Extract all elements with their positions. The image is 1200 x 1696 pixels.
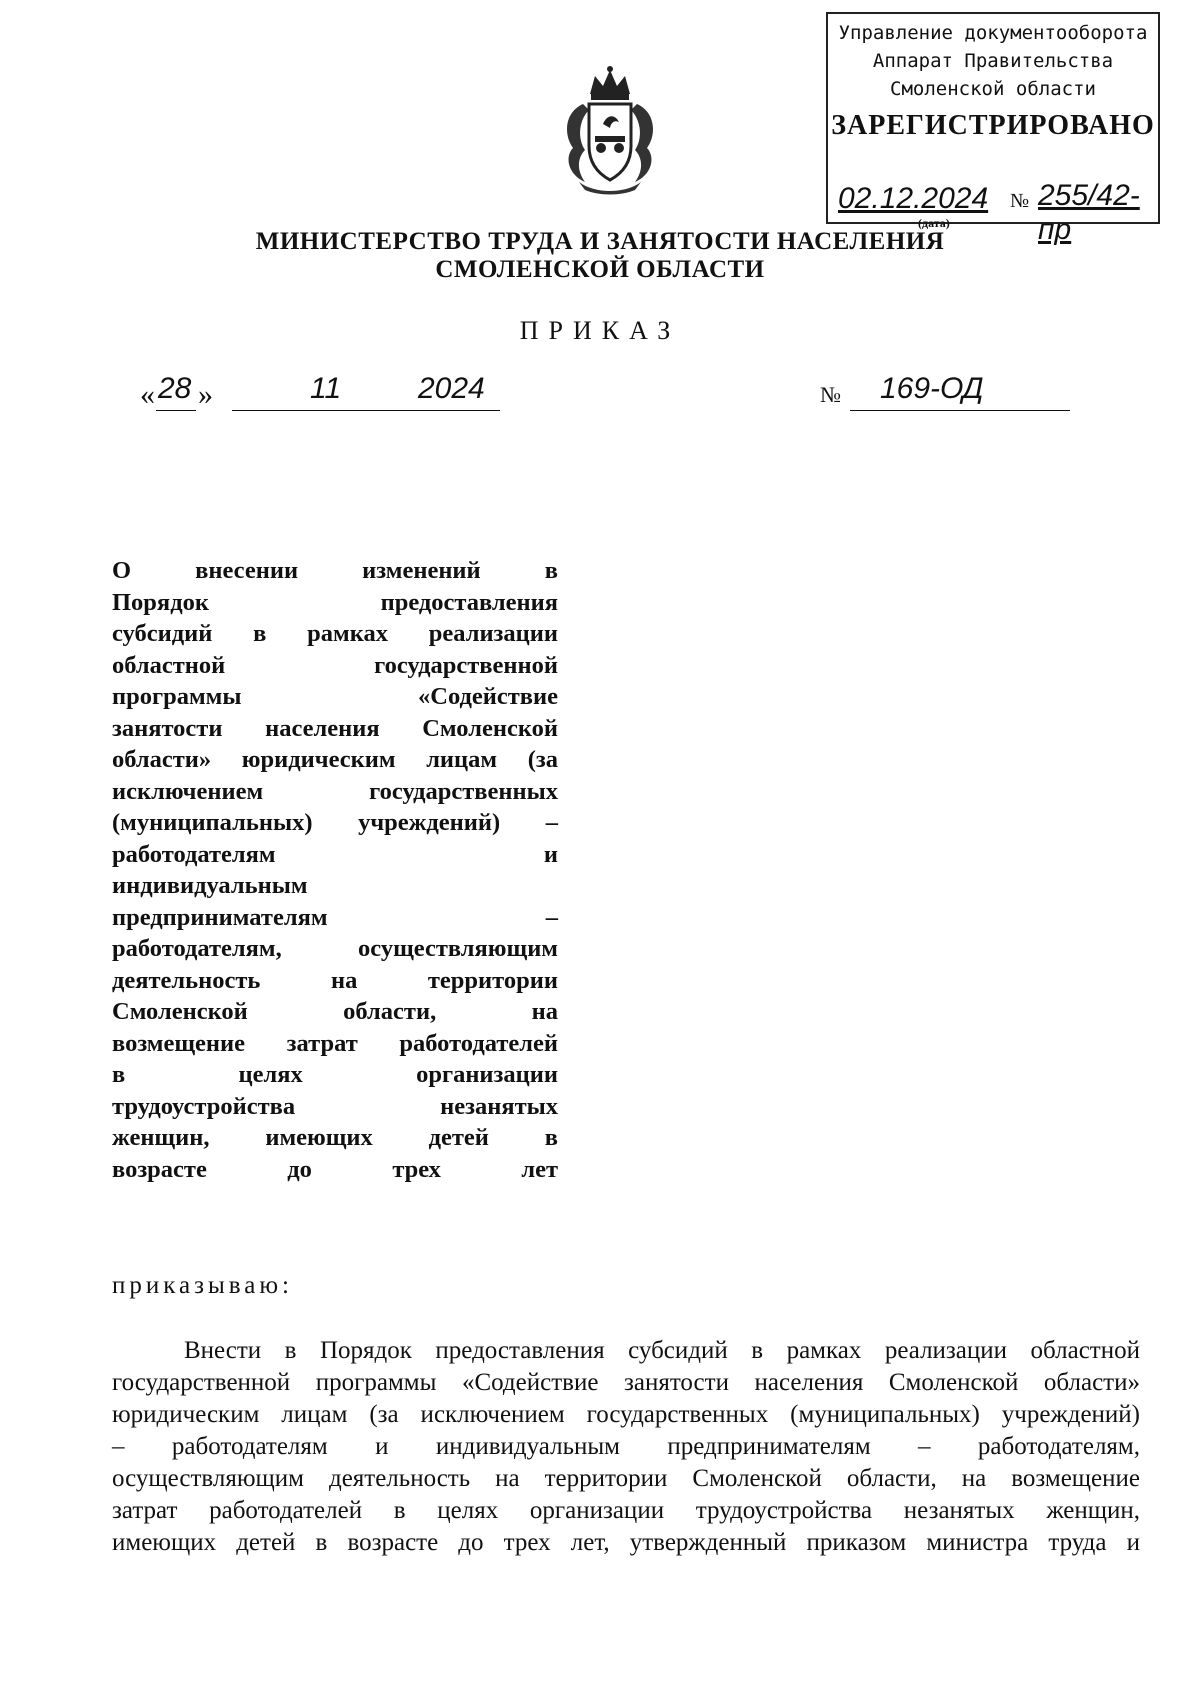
order-number-sign: № bbox=[820, 382, 841, 407]
ministry-name-line-1: МИНИСТЕРСТВО ТРУДА И ЗАНЯТОСТИ НАСЕЛЕНИЯ bbox=[255, 228, 945, 255]
number-underline bbox=[850, 410, 1070, 411]
stamp-org-line-2: Аппарат Правительства bbox=[872, 50, 1114, 72]
order-directive-word: приказываю: bbox=[112, 1272, 293, 1299]
day-underline bbox=[156, 410, 196, 411]
subject-line: индивидуальным bbox=[112, 872, 308, 899]
subject-line: исключением государственных bbox=[112, 777, 558, 805]
subject-line: области» юридическим лицам (за bbox=[112, 746, 558, 773]
subject-line: Смоленской области, на bbox=[112, 998, 558, 1025]
subject-line: О внесении изменений в bbox=[112, 557, 558, 584]
order-date bbox=[140, 372, 500, 412]
subject-line: в целях организации bbox=[112, 1061, 558, 1088]
stamp-number: 255/42-пр bbox=[1038, 179, 1140, 246]
stamp-number-sign: № bbox=[1010, 190, 1030, 212]
subject-line: возрасте до трех лет bbox=[112, 1155, 558, 1183]
stamp-date-caption: (дата) bbox=[918, 216, 950, 230]
stamp-date: 02.12.2024 bbox=[838, 182, 989, 215]
subject-line: трудоустройства незанятых bbox=[112, 1092, 558, 1120]
coat-of-arms-icon bbox=[555, 64, 665, 196]
order-month: 11 bbox=[310, 372, 342, 405]
ministry-name-line-2: СМОЛЕНСКОЙ ОБЛАСТИ bbox=[435, 256, 765, 283]
subject-line: предпринимателям – bbox=[112, 903, 558, 931]
subject-line: работодателям и bbox=[112, 840, 558, 868]
order-number bbox=[820, 372, 1080, 412]
subject-line: программы «Содействие bbox=[112, 683, 558, 710]
month-year-underline bbox=[232, 410, 500, 411]
subject-line: деятельность на территории bbox=[112, 966, 558, 994]
stamp-org-line-3: Смоленской области bbox=[890, 78, 1096, 100]
subject-line: женщин, имеющих детей в bbox=[112, 1124, 558, 1151]
subject-line: работодателям, осуществляющим bbox=[112, 935, 558, 962]
subject-line: занятости населения Смоленской bbox=[112, 714, 558, 742]
body-line: Внести в Порядок предоставления субсидий в рамках реализации областной bbox=[184, 1337, 1140, 1364]
stamp-status: ЗАРЕГИСТРИРОВАНО bbox=[831, 110, 1155, 141]
registration-stamp bbox=[826, 12, 1160, 246]
subject-line: областной государственной bbox=[112, 651, 558, 679]
body-line: юридическим лицам (за исключением государственных (муниципальных) учреждений) bbox=[112, 1401, 1140, 1428]
body-line: – работодателям и индивидуальным предпринимателям – работодателям, bbox=[112, 1433, 1140, 1460]
body-line: осуществляющим деятельность на территории Смоленской области, на возмещение bbox=[112, 1465, 1140, 1492]
stamp-org-line-1: Управление документооборота bbox=[838, 22, 1148, 44]
order-day: 28 bbox=[158, 372, 192, 405]
order-subject bbox=[112, 555, 558, 1185]
order-year: 2024 bbox=[418, 372, 485, 405]
subject-line: возмещение затрат работодателей bbox=[112, 1029, 558, 1057]
date-close-quote: » bbox=[198, 378, 213, 411]
subject-line: субсидий в рамках реализации bbox=[112, 620, 558, 647]
date-open-quote: « bbox=[140, 378, 155, 411]
subject-line: Порядок предоставления bbox=[112, 588, 558, 616]
body-line: государственной программы «Содействие занятости населения Смоленской области» bbox=[112, 1369, 1140, 1396]
order-number-value: 169-ОД bbox=[880, 372, 984, 405]
order-body bbox=[112, 1335, 1140, 1559]
body-line: имеющих детей в возрасте до трех лет, утвержденный приказом министра труда и bbox=[112, 1529, 1140, 1556]
body-line: затрат работодателей в целях организации трудоустройства незанятых женщин, bbox=[112, 1497, 1140, 1524]
subject-line: (муниципальных) учреждений) – bbox=[112, 809, 558, 836]
document-type-title: ПРИКАЗ bbox=[519, 316, 681, 345]
